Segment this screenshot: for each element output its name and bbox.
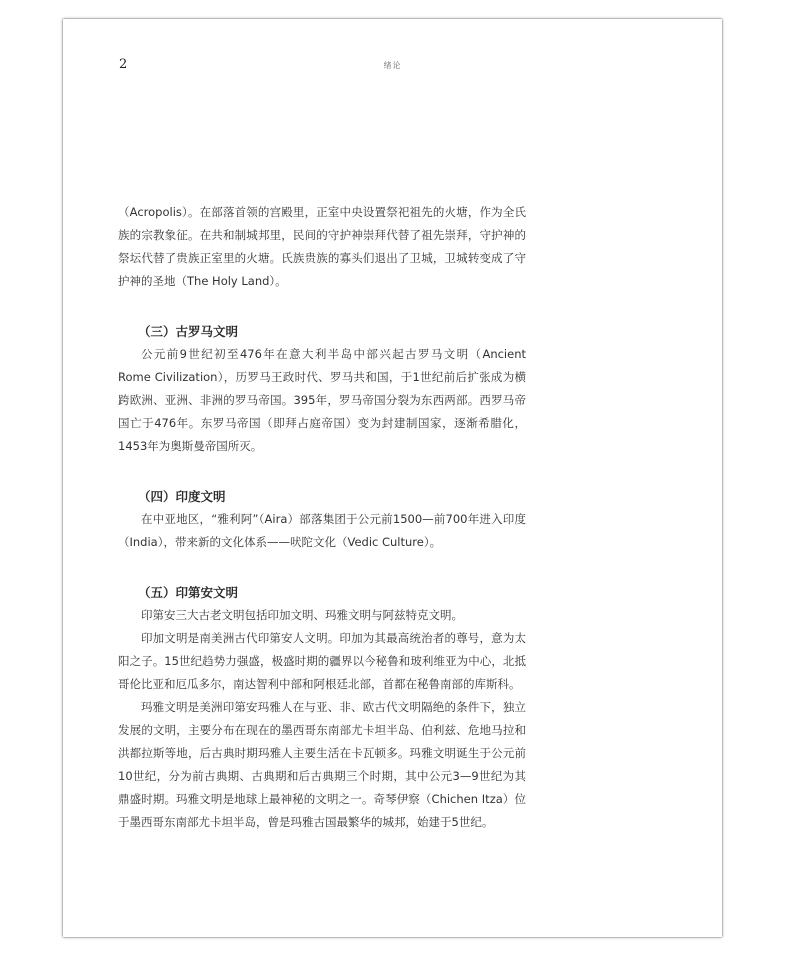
india-paragraph: 在中亚地区，“雅利阿”（Aira）部落集团于公元前1500—前700年进入印度（India），带来新的文化体系——吠陀文化（Vedic Culture）。 — [118, 512, 526, 549]
maya-paragraph: 玛雅文明是美洲印第安玛雅人在与亚、非、欧古代文明隔绝的条件下，独立发展的文明，主要分布在现在的墨西哥东南部尤卡坦半岛、伯利兹、危地马拉和洪都拉斯等地，后古典时期玛雅人主要生活在卡瓦顿多。玛雅文明诞生于公元前10世纪，分为前古典期、古典期和后古典期三个时期，其中公元3—9世纪为其鼎盛时期。玛雅文明是地球上最神秘的文明之一。奇琴伊察（Chichen Itza）位于墨西哥东南部尤卡坦半岛，曾是玛雅古国最繁华的城邦，始建于5世纪。 — [118, 700, 526, 829]
intro-paragraph: （Acropolis）。在部落首领的宫殿里，正室中央设置祭祀祖先的火塘，作为全氏族的宗教象征。在共和制城邦里，民间的守护神崇拜代替了祖先崇拜，守护神的祭坛代替了贵族正室里的火塘。氏族贵族的寡头们退出了卫城，卫城转变成了守护神的圣地（The Holy Land）。 — [118, 205, 526, 288]
section-heading-india: （四）印度文明 — [138, 489, 226, 504]
body-text — [118, 201, 526, 834]
section-heading-ancient-rome: （三）古罗马文明 — [138, 324, 239, 339]
page-number: 2 — [119, 57, 128, 72]
inca-paragraph: 印加文明是南美洲古代印第安人文明。印加为其最高统治者的尊号，意为太阳之子。15世纪趋势力强盛，极盛时期的疆界以今秘鲁和玻利维亚为中心，北抵哥伦比亚和厄瓜多尔，南达智利中部和阿根廷北部，首都在秘鲁南部的库斯科。 — [118, 631, 526, 691]
section-heading-indian-america: （五）印第安文明 — [138, 585, 239, 600]
book-page — [63, 19, 722, 937]
rome-paragraph: 公元前9世纪初至476年在意大利半岛中部兴起古罗马文明（Ancient Rome Civilization），历罗马王政时代、罗马共和国，于1世纪前后扩张成为横跨欧洲、亚洲、非洲的罗马帝国。395年，罗马帝国分裂为东西两部。西罗马帝国亡于476年。东罗马帝国（即拜占庭帝国）变为封建制国家，逐渐希腊化，1453年为奥斯曼帝国所灭。 — [118, 347, 526, 453]
running-head: 绪论 — [383, 61, 402, 70]
three-civilizations-paragraph: 印第安三大古老文明包括印加文明、玛雅文明与阿兹特克文明。 — [141, 608, 463, 622]
